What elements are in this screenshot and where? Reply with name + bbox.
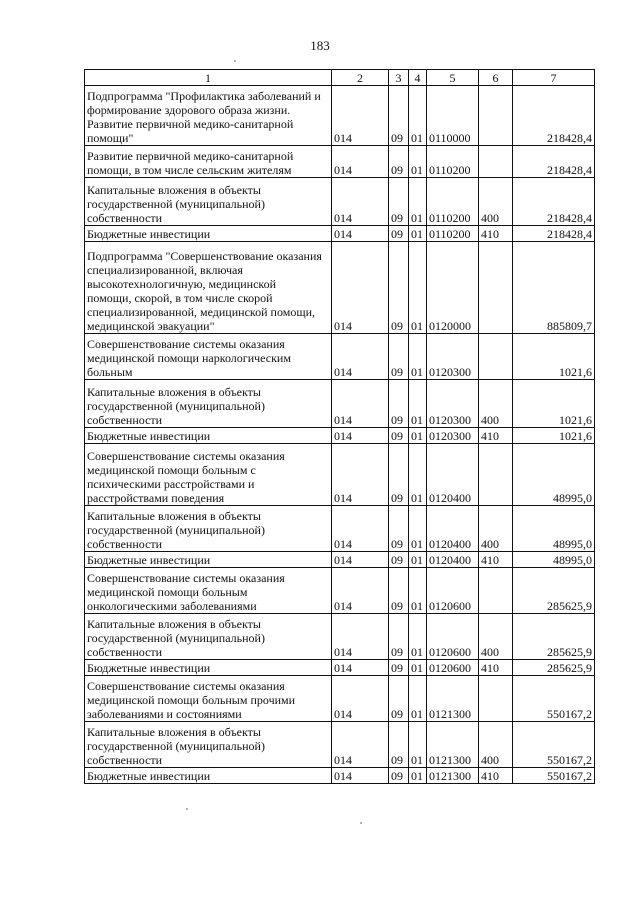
table-row [85, 86, 595, 146]
section-cell: 09 [389, 334, 409, 380]
section-cell: 09 [389, 428, 409, 444]
department-code-cell: 014 [332, 506, 389, 552]
table-row [85, 768, 595, 784]
department-code-cell: 014 [332, 676, 389, 722]
row-name-cell: Совершенствование системы оказания медицинской помощи больным с психическими расстройствами и расстройствами поведения [85, 444, 332, 506]
subsection-cell: 01 [409, 722, 427, 768]
subsection-cell: 01 [409, 676, 427, 722]
table-row [85, 660, 595, 676]
department-code-cell: 014 [332, 660, 389, 676]
amount-cell: 1021,6 [513, 380, 595, 428]
amount-cell: 285625,9 [513, 660, 595, 676]
expense-type-cell [479, 444, 513, 506]
row-name-cell: Бюджетные инвестиции [85, 768, 332, 784]
target-article-cell: 0110000 [427, 86, 479, 146]
department-code-cell: 014 [332, 178, 389, 226]
expense-type-cell [479, 242, 513, 334]
target-article-cell: 0120400 [427, 506, 479, 552]
table-row [85, 722, 595, 768]
row-name-cell: Совершенствование системы оказания медицинской помощи наркологическим больным [85, 334, 332, 380]
amount-cell: 1021,6 [513, 334, 595, 380]
row-name-cell: Подпрограмма "Профилактика заболеваний и формирование здорового образа жизни. Развитие первичной медико-санитарной помощи" [85, 86, 332, 146]
target-article-cell: 0120600 [427, 614, 479, 660]
header-cell: 4 [409, 70, 427, 86]
subsection-cell: 01 [409, 334, 427, 380]
department-code-cell: 014 [332, 444, 389, 506]
section-cell: 09 [389, 146, 409, 178]
expense-type-cell [479, 86, 513, 146]
department-code-cell: 014 [332, 614, 389, 660]
expense-type-cell: 410 [479, 428, 513, 444]
table-row [85, 380, 595, 428]
table-row [85, 614, 595, 660]
expense-type-cell [479, 334, 513, 380]
department-code-cell: 014 [332, 334, 389, 380]
header-cell: 2 [332, 70, 389, 86]
target-article-cell: 0120600 [427, 568, 479, 614]
expense-type-cell: 410 [479, 226, 513, 242]
section-cell: 09 [389, 226, 409, 242]
row-name-cell: Капитальные вложения в объекты государственной (муниципальной) собственности [85, 614, 332, 660]
table-row [85, 226, 595, 242]
subsection-cell: 01 [409, 552, 427, 568]
row-name-cell: Капитальные вложения в объекты государственной (муниципальной) собственности [85, 506, 332, 552]
target-article-cell: 0121300 [427, 768, 479, 784]
scan-speck [234, 60, 236, 62]
section-cell: 09 [389, 660, 409, 676]
subsection-cell: 01 [409, 768, 427, 784]
target-article-cell: 0110200 [427, 146, 479, 178]
row-name-cell: Капитальные вложения в объекты государственной (муниципальной) собственности [85, 380, 332, 428]
department-code-cell: 014 [332, 568, 389, 614]
expense-type-cell: 400 [479, 506, 513, 552]
subsection-cell: 01 [409, 146, 427, 178]
row-name-cell: Развитие первичной медико-санитарной помощи, в том числе сельским жителям [85, 146, 332, 178]
target-article-cell: 0120300 [427, 380, 479, 428]
department-code-cell: 014 [332, 768, 389, 784]
target-article-cell: 0120400 [427, 552, 479, 568]
subsection-cell: 01 [409, 226, 427, 242]
header-cell: 6 [479, 70, 513, 86]
budget-table [84, 69, 595, 784]
subsection-cell: 01 [409, 380, 427, 428]
amount-cell: 1021,6 [513, 428, 595, 444]
expense-type-cell: 410 [479, 660, 513, 676]
table-row [85, 178, 595, 226]
amount-cell: 218428,4 [513, 86, 595, 146]
subsection-cell: 01 [409, 178, 427, 226]
table-row [85, 242, 595, 334]
subsection-cell: 01 [409, 660, 427, 676]
subsection-cell: 01 [409, 86, 427, 146]
header-cell: 5 [427, 70, 479, 86]
expense-type-cell: 400 [479, 614, 513, 660]
amount-cell: 550167,2 [513, 768, 595, 784]
table-header-row [85, 70, 595, 86]
subsection-cell: 01 [409, 428, 427, 444]
amount-cell: 48995,0 [513, 506, 595, 552]
expense-type-cell: 400 [479, 380, 513, 428]
expense-type-cell: 400 [479, 722, 513, 768]
row-name-cell: Совершенствование системы оказания медицинской помощи больным прочими заболеваниями и состояниями [85, 676, 332, 722]
section-cell: 09 [389, 614, 409, 660]
amount-cell: 218428,4 [513, 146, 595, 178]
table-row [85, 568, 595, 614]
amount-cell: 48995,0 [513, 552, 595, 568]
amount-cell: 550167,2 [513, 676, 595, 722]
amount-cell: 285625,9 [513, 614, 595, 660]
department-code-cell: 014 [332, 552, 389, 568]
header-cell: 7 [513, 70, 595, 86]
scan-speck [360, 822, 362, 824]
target-article-cell: 0110200 [427, 178, 479, 226]
section-cell: 09 [389, 552, 409, 568]
expense-type-cell: 410 [479, 552, 513, 568]
target-article-cell: 0120300 [427, 428, 479, 444]
subsection-cell: 01 [409, 568, 427, 614]
row-name-cell: Бюджетные инвестиции [85, 552, 332, 568]
section-cell: 09 [389, 676, 409, 722]
row-name-cell: Бюджетные инвестиции [85, 660, 332, 676]
amount-cell: 218428,4 [513, 226, 595, 242]
department-code-cell: 014 [332, 242, 389, 334]
row-name-cell: Подпрограмма "Совершенствование оказания специализированной, включая высокотехнологичную, медицинской помощи, скорой, в том числе скорой специализированной, медицинской помощи, медицинской эвакуации" [85, 242, 332, 334]
target-article-cell: 0121300 [427, 722, 479, 768]
department-code-cell: 014 [332, 428, 389, 444]
table-row [85, 444, 595, 506]
expense-type-cell: 400 [479, 178, 513, 226]
row-name-cell: Совершенствование системы оказания медицинской помощи больным онкологическими заболеваниями [85, 568, 332, 614]
target-article-cell: 0120000 [427, 242, 479, 334]
expense-type-cell: 410 [479, 768, 513, 784]
table-row [85, 334, 595, 380]
expense-type-cell [479, 568, 513, 614]
target-article-cell: 0121300 [427, 676, 479, 722]
department-code-cell: 014 [332, 380, 389, 428]
row-name-cell: Капитальные вложения в объекты государственной (муниципальной) собственности [85, 722, 332, 768]
row-name-cell: Капитальные вложения в объекты государственной (муниципальной) собственности [85, 178, 332, 226]
target-article-cell: 0120400 [427, 444, 479, 506]
section-cell: 09 [389, 768, 409, 784]
section-cell: 09 [389, 380, 409, 428]
department-code-cell: 014 [332, 226, 389, 242]
target-article-cell: 0110200 [427, 226, 479, 242]
table-row [85, 552, 595, 568]
section-cell: 09 [389, 242, 409, 334]
department-code-cell: 014 [332, 86, 389, 146]
section-cell: 09 [389, 178, 409, 226]
subsection-cell: 01 [409, 444, 427, 506]
section-cell: 09 [389, 506, 409, 552]
amount-cell: 885809,7 [513, 242, 595, 334]
header-cell: 3 [389, 70, 409, 86]
department-code-cell: 014 [332, 722, 389, 768]
amount-cell: 550167,2 [513, 722, 595, 768]
row-name-cell: Бюджетные инвестиции [85, 226, 332, 242]
subsection-cell: 01 [409, 614, 427, 660]
target-article-cell: 0120300 [427, 334, 479, 380]
table-row [85, 506, 595, 552]
subsection-cell: 01 [409, 506, 427, 552]
header-cell: 1 [85, 70, 332, 86]
section-cell: 09 [389, 86, 409, 146]
row-name-cell: Бюджетные инвестиции [85, 428, 332, 444]
section-cell: 09 [389, 722, 409, 768]
amount-cell: 285625,9 [513, 568, 595, 614]
target-article-cell: 0120600 [427, 660, 479, 676]
amount-cell: 48995,0 [513, 444, 595, 506]
section-cell: 09 [389, 568, 409, 614]
expense-type-cell [479, 676, 513, 722]
scan-speck [186, 808, 188, 810]
table-row [85, 676, 595, 722]
amount-cell: 218428,4 [513, 178, 595, 226]
table-row [85, 146, 595, 178]
page-number: 183 [310, 38, 330, 53]
department-code-cell: 014 [332, 146, 389, 178]
subsection-cell: 01 [409, 242, 427, 334]
expense-type-cell [479, 146, 513, 178]
table-row [85, 428, 595, 444]
section-cell: 09 [389, 444, 409, 506]
